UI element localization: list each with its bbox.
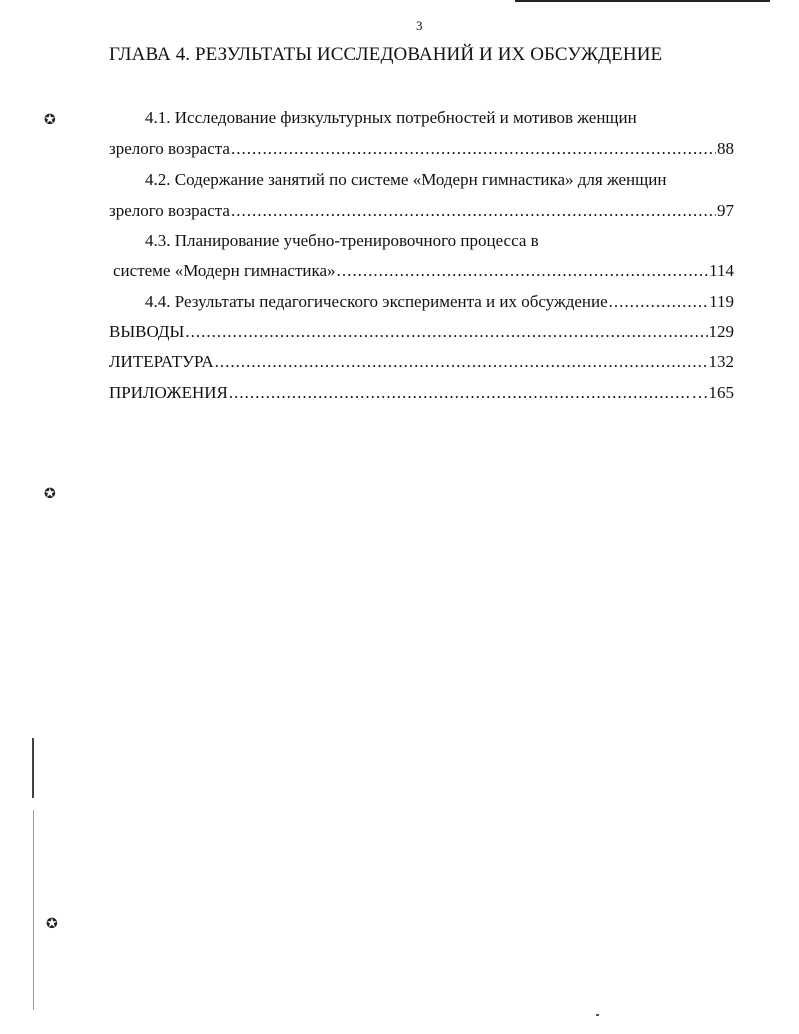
toc-literature-entry[interactable] bbox=[109, 352, 734, 372]
toc-conclusions-page: 129 bbox=[708, 322, 734, 341]
toc-4-4-label: 4.4. Результаты педагогического эксперимента и их обсуждение bbox=[145, 292, 608, 311]
toc-4-1-page: 88 bbox=[717, 139, 734, 158]
toc-4-2-entry[interactable] bbox=[109, 201, 734, 221]
toc-4-3-label: системе «Модерн гимнастика» bbox=[113, 261, 336, 280]
toc-4-1-entry[interactable] bbox=[109, 139, 734, 159]
toc-conclusions-label: ВЫВОДЫ bbox=[109, 322, 185, 341]
toc-appendices-page: …165 bbox=[691, 383, 734, 402]
toc-4-3-entry[interactable] bbox=[113, 261, 734, 281]
toc-4-2-label: зрелого возраста bbox=[109, 201, 230, 220]
toc-conclusions-entry[interactable] bbox=[109, 322, 734, 342]
toc-appendices-entry[interactable] bbox=[109, 383, 734, 403]
scan-speck bbox=[596, 1014, 599, 1016]
leader-dots bbox=[215, 352, 708, 372]
leader-dots bbox=[337, 261, 709, 281]
toc-4-2-page: 97 bbox=[717, 201, 734, 220]
binding-edge bbox=[32, 738, 34, 798]
toc-4-4-entry[interactable] bbox=[145, 292, 734, 312]
punch-hole-icon: ✪ bbox=[46, 916, 58, 932]
leader-dots bbox=[185, 322, 707, 342]
page-number: 3 bbox=[416, 18, 423, 33]
toc-literature-page: 132 bbox=[708, 352, 734, 371]
toc-4-4-page: 119 bbox=[709, 292, 734, 311]
toc-4-1-title: 4.1. Исследование физкультурных потребностей и мотивов женщин bbox=[145, 108, 637, 127]
chapter-title: ГЛАВА 4. РЕЗУЛЬТАТЫ ИССЛЕДОВАНИЙ И ИХ ОБСУЖДЕНИЕ bbox=[109, 44, 663, 65]
top-rule bbox=[515, 0, 770, 2]
toc-literature-label: ЛИТЕРАТУРА bbox=[109, 352, 214, 371]
punch-hole-icon: ✪ bbox=[44, 112, 56, 128]
punch-hole-icon: ✪ bbox=[44, 486, 56, 502]
toc-4-1-label: зрелого возраста bbox=[109, 139, 230, 158]
binding-edge bbox=[33, 810, 34, 1010]
leader-dots bbox=[231, 139, 716, 159]
toc-4-2-title: 4.2. Содержание занятий по системе «Модерн гимнастика» для женщин bbox=[145, 170, 667, 189]
leader-dots bbox=[231, 201, 716, 221]
toc-appendices-label: ПРИЛОЖЕНИЯ bbox=[109, 383, 228, 402]
leader-dots bbox=[609, 292, 708, 312]
toc-4-3-title: 4.3. Планирование учебно-тренировочного процесса в bbox=[145, 231, 539, 250]
toc-4-3-page: 114 bbox=[709, 261, 734, 280]
leader-dots bbox=[229, 383, 691, 403]
